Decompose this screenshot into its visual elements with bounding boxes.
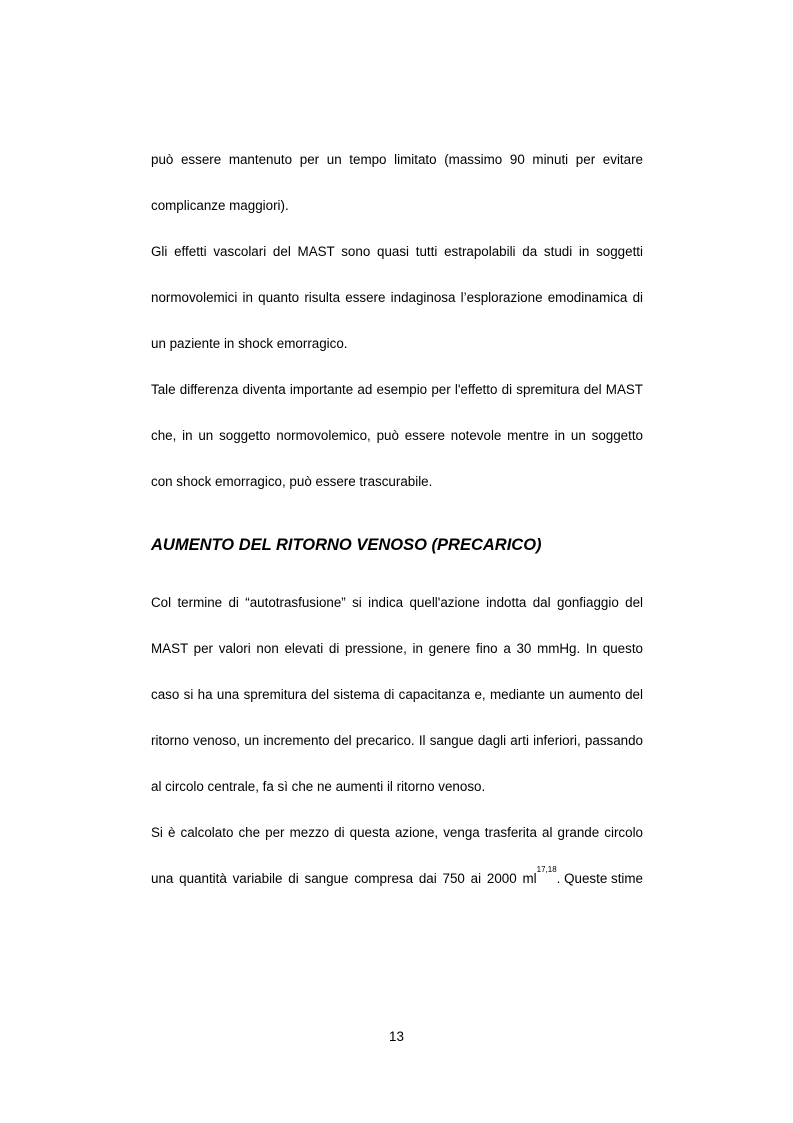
body-text-line: caso si ha una spremitura del sistema di capacitanza e, mediante un aumento del xyxy=(151,687,643,702)
body-text-segment: una quantità variabile di sangue compresa dai 750 ai 2000 ml xyxy=(151,871,537,886)
body-text-line: che, in un soggetto normovolemico, può essere notevole mentre in un soggetto xyxy=(151,428,643,443)
body-text-line: può essere mantenuto per un tempo limitato (massimo 90 minuti per evitare xyxy=(151,152,643,167)
body-text-line: ritorno venoso, un incremento del precarico. Il sangue dagli arti inferiori, passando xyxy=(151,733,643,748)
body-text-line-with-citation xyxy=(151,865,643,888)
body-text-line: complicanze maggiori). xyxy=(151,198,289,213)
body-text-line: un paziente in shock emorragico. xyxy=(151,336,348,351)
citation-superscript: 17,18 xyxy=(536,865,557,874)
page-number: 13 xyxy=(389,1029,404,1044)
body-text-line: Si è calcolato che per mezzo di questa azione, venga trasferita al grande circolo xyxy=(151,825,643,840)
body-text-line: Tale differenza diventa importante ad esempio per l'effetto di spremitura del MAST xyxy=(151,382,643,397)
section-heading: AUMENTO DEL RITORNO VENOSO (PRECARICO) xyxy=(151,536,542,554)
body-text-line: al circolo centrale, fa sì che ne aumenti il ritorno venoso. xyxy=(151,779,486,794)
body-text-segment: . Queste stime xyxy=(556,871,643,886)
body-text-line: Gli effetti vascolari del MAST sono quasi tutti estrapolabili da studi in soggetti xyxy=(151,244,643,259)
body-text-line: Col termine di “autotrasfusione” si indica quell'azione indotta dal gonfiaggio del xyxy=(151,595,643,610)
body-text-line: con shock emorragico, può essere trascurabile. xyxy=(151,474,433,489)
body-text-line: normovolemici in quanto risulta essere indaginosa l’esplorazione emodinamica di xyxy=(151,290,643,305)
body-text-line: MAST per valori non elevati di pressione, in genere fino a 30 mmHg. In questo xyxy=(151,641,643,656)
